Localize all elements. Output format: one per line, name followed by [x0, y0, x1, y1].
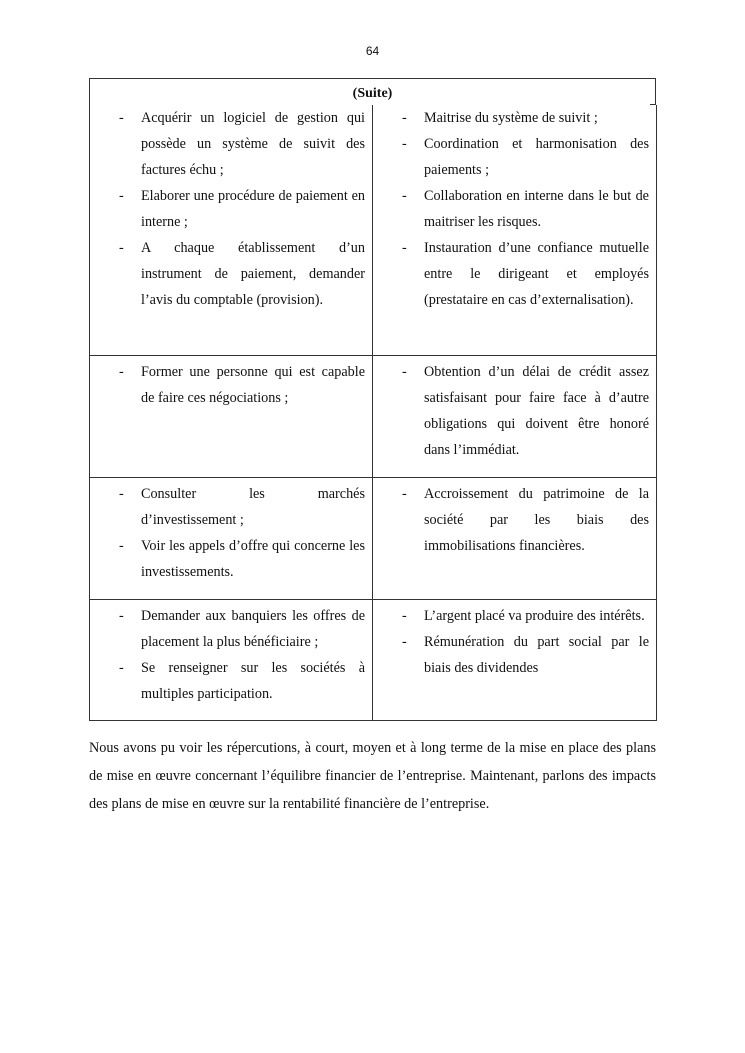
- bullet-text: Coordination et harmonisation des paiements ;: [424, 136, 649, 178]
- bullet-text: Rémunération du part social par le biais des dividendes: [424, 634, 649, 676]
- bullet-item: [373, 235, 649, 313]
- bullet-text: Instauration d’une confiance mutuelle entre le dirigeant et employés (prestataire en cas d’externalisation).: [424, 240, 649, 308]
- dash-marker: -: [119, 608, 124, 624]
- dash-marker: -: [402, 240, 407, 256]
- bullet-item: [373, 105, 649, 131]
- impact-cell: [373, 105, 657, 356]
- action-cell: [90, 478, 373, 600]
- impact-cell: [373, 478, 657, 600]
- table-row: [90, 600, 657, 721]
- table-row: [90, 478, 657, 600]
- dash-marker: -: [119, 538, 124, 554]
- bullet-text: Elaborer une procédure de paiement en interne ;: [141, 188, 365, 230]
- conclusion-paragraph: Nous avons pu voir les répercutions, à court, moyen et à long terme de la mise en place des plans de mise en œuvre concernant l’équilibre financier de l’entreprise. Maintenant, parlons des impacts des plans de mise en œuvre sur la rentabilité financière de l’entreprise.: [89, 740, 656, 812]
- bullet-item: [373, 603, 649, 629]
- bullet-text: Obtention d’un délai de crédit assez satisfaisant pour faire face à d’autre obligations qui doivent être honoré dans l’immédiat.: [424, 364, 649, 458]
- table-continuation-header: [89, 78, 656, 105]
- bullet-item: [90, 183, 365, 235]
- bullet-text: Voir les appels d’offre qui concerne les investissements.: [141, 538, 365, 580]
- dash-marker: -: [402, 486, 407, 502]
- suite-label: (Suite): [352, 86, 393, 101]
- bullet-text: A chaque établissement d’un instrument de paiement, demander l’avis du comptable (provision).: [141, 240, 365, 308]
- dash-marker: -: [119, 364, 124, 380]
- bullet-item: [90, 359, 365, 411]
- bullet-text: Consulter les marchés d’investissement ;: [141, 486, 365, 528]
- dash-marker: -: [119, 110, 124, 126]
- page-number: 64: [365, 44, 380, 58]
- impact-cell: [373, 600, 657, 721]
- dash-marker: -: [402, 188, 407, 204]
- dash-marker: -: [119, 240, 124, 256]
- dash-marker: -: [119, 660, 124, 676]
- bullet-item: [373, 481, 649, 559]
- bullet-item: [373, 183, 649, 235]
- bullet-item: [90, 655, 365, 707]
- table-row: [90, 105, 657, 356]
- bullet-text: Acquérir un logiciel de gestion qui possède un système de suivit des factures échu ;: [141, 110, 365, 178]
- bullet-item: [373, 359, 649, 463]
- bullet-item: [90, 533, 365, 585]
- bullet-text: L’argent placé va produire des intérêts.: [424, 608, 645, 624]
- action-cell: [90, 356, 373, 478]
- bullet-text: Accroissement du patrimoine de la société par les biais des immobilisations financières.: [424, 486, 649, 554]
- action-impact-table: [89, 78, 656, 721]
- bullet-text: Collaboration en interne dans le but de maitriser les risques.: [424, 188, 649, 230]
- bullet-item: [90, 481, 365, 533]
- bullet-item: [90, 603, 365, 655]
- impact-cell: [373, 356, 657, 478]
- table-body: [89, 105, 657, 721]
- bullet-text: Maitrise du système de suivit ;: [424, 110, 598, 126]
- bullet-item: [373, 131, 649, 183]
- bullet-item: [90, 235, 365, 313]
- dash-marker: -: [119, 486, 124, 502]
- dash-marker: -: [402, 136, 407, 152]
- dash-marker: -: [119, 188, 124, 204]
- dash-marker: -: [402, 634, 407, 650]
- dash-marker: -: [402, 110, 407, 126]
- bullet-item: [373, 629, 649, 681]
- action-cell: [90, 105, 373, 356]
- bullet-item: [90, 105, 365, 183]
- bullet-text: Se renseigner sur les sociétés à multiples participation.: [141, 660, 365, 702]
- bullet-text: Former une personne qui est capable de faire ces négociations ;: [141, 364, 365, 406]
- dash-marker: -: [402, 364, 407, 380]
- action-cell: [90, 600, 373, 721]
- table-row: [90, 356, 657, 478]
- bullet-text: Demander aux banquiers les offres de placement la plus bénéficiaire ;: [141, 608, 365, 650]
- dash-marker: -: [402, 608, 407, 624]
